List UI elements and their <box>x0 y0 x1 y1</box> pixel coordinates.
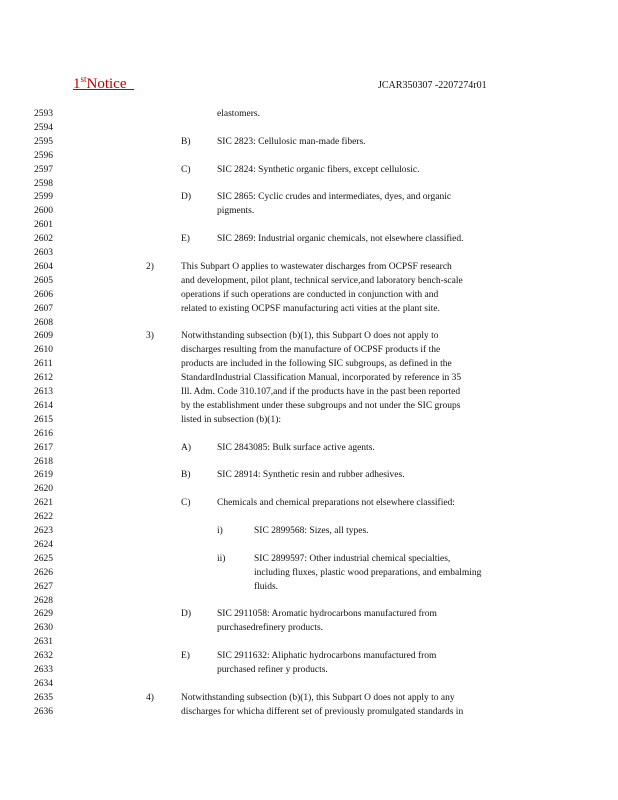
line-number: 2615 <box>34 414 53 425</box>
text-line: discharges for whicha different set of previously promulgated standards in <box>181 706 464 717</box>
list-label: 4) <box>146 692 154 703</box>
list-label: B) <box>181 136 191 147</box>
text-line: discharges resulting from the manufacture of OCPSF products if the <box>181 345 441 356</box>
line-number: 2629 <box>34 609 53 620</box>
text-line: SIC 28914: Synthetic resin and rubber adhesives. <box>217 470 405 481</box>
line-number: 2633 <box>34 665 53 675</box>
text-line: SIC 2865: Cyclic crudes and intermediates, dyes, and organic <box>217 192 452 203</box>
line-number: 2621 <box>34 498 53 509</box>
line-number: 2611 <box>34 359 53 370</box>
notice-word: Notice <box>86 76 127 92</box>
line-number: 2612 <box>34 373 53 384</box>
list-label: D) <box>181 609 192 620</box>
text-line: SIC 2899597: Other industrial chemical specialties, <box>254 553 451 564</box>
line-number: 2634 <box>34 678 53 689</box>
list-label: E) <box>181 651 190 662</box>
line-number: 2620 <box>34 484 53 495</box>
notice-heading <box>73 74 134 93</box>
text-line: listed in subsection (b)(1): <box>181 414 281 425</box>
text-line: Notwithstanding subsection (b)(1), this Subpart O does not apply to <box>181 331 439 342</box>
line-number: 2625 <box>34 553 53 564</box>
line-number: 2631 <box>34 637 53 648</box>
line-number: 2626 <box>34 567 53 578</box>
line-number: 2600 <box>34 206 53 217</box>
line-number: 2604 <box>34 261 53 272</box>
text-line: purchasedrefinery products. <box>217 623 324 634</box>
line-number: 2628 <box>34 595 53 606</box>
line-number: 2617 <box>34 442 53 453</box>
list-label: C) <box>181 498 191 509</box>
text-line: purchased refiner y products. <box>217 665 328 675</box>
text-line: SIC 2824: Synthetic organic fibers, except cellulosic. <box>217 164 420 175</box>
line-number: 2593 <box>34 109 53 119</box>
list-label: C) <box>181 164 191 175</box>
line-number: 2635 <box>34 692 53 703</box>
line-number: 2596 <box>34 150 53 161</box>
line-number: 2619 <box>34 470 53 481</box>
list-label: B) <box>181 470 191 481</box>
line-number: 2599 <box>34 192 53 203</box>
text-line: SIC 2911058: Aromatic hydrocarbons manufactured from <box>217 609 437 620</box>
line-number: 2613 <box>34 387 53 397</box>
text-line: SIC 2869: Industrial organic chemicals, not elsewhere classified. <box>217 234 464 245</box>
text-line: Notwithstanding subsection (b)(1), this Subpart O does not apply to any <box>181 692 455 703</box>
text-line: StandardIndustrial Classification Manual, incorporated by reference in 35 <box>181 373 462 384</box>
line-number: 2610 <box>34 345 53 356</box>
notice-ordinal: st <box>80 74 87 84</box>
line-number: 2632 <box>34 651 53 662</box>
list-label: A) <box>181 442 192 453</box>
list-label: D) <box>181 192 192 203</box>
line-number: 2609 <box>34 331 53 342</box>
list-label: 3) <box>146 331 154 342</box>
line-number: 2598 <box>34 178 53 189</box>
notice-number: 1 <box>73 76 81 92</box>
text-line: and development, pilot plant, technical service,and laboratory bench-scale <box>181 275 463 286</box>
line-number: 2630 <box>34 623 53 634</box>
document-id: JCAR350307 -2207274r01 <box>378 80 487 91</box>
line-number: 2597 <box>34 164 53 175</box>
text-line: including fluxes, plastic wood preparations, and embalming <box>254 567 482 578</box>
line-number: 2627 <box>34 581 53 592</box>
list-label: ii) <box>217 553 226 564</box>
line-number: 2623 <box>34 526 53 536</box>
text-line: operations if such operations are conducted in conjunction with and <box>181 289 439 300</box>
list-label: i) <box>217 526 223 536</box>
text-line: Ill. Adm. Code 310.107,and if the products have in the past been reported <box>181 387 461 397</box>
line-number: 2601 <box>34 220 53 231</box>
line-number: 2636 <box>34 706 53 717</box>
text-line: Chemicals and chemical preparations not elsewhere classified: <box>217 498 455 509</box>
text-line: This Subpart O applies to wastewater discharges from OCPSF research <box>181 261 452 272</box>
text-line: pigments. <box>217 206 255 217</box>
text-line: SIC 2911632: Aliphatic hydrocarbons manufactured from <box>217 651 437 662</box>
text-line: related to existing OCPSF manufacturing acti vities at the plant site. <box>181 303 440 314</box>
line-number: 2605 <box>34 275 53 286</box>
line-number: 2618 <box>34 456 53 467</box>
line-number: 2602 <box>34 234 53 245</box>
line-number: 2614 <box>34 400 53 411</box>
line-number: 2624 <box>34 539 53 550</box>
line-number: 2622 <box>34 512 53 523</box>
list-label: 2) <box>146 261 154 272</box>
line-number: 2616 <box>34 428 53 439</box>
text-line: SIC 2843085: Bulk surface active agents. <box>217 442 375 453</box>
line-number: 2603 <box>34 248 53 258</box>
text-line: elastomers. <box>217 109 261 119</box>
line-number: 2606 <box>34 289 53 300</box>
text-line: SIC 2899568: Sizes, all types. <box>254 526 369 536</box>
text-line: SIC 2823: Cellulosic man-made fibers. <box>217 136 366 147</box>
text-line: by the establishment under these subgroups and not under the SIC groups <box>181 400 461 411</box>
text-line: products are included in the following SIC subgroups, as defined in the <box>181 359 452 370</box>
line-number: 2607 <box>34 303 53 314</box>
text-line: fluids. <box>254 581 279 592</box>
list-label: E) <box>181 234 190 245</box>
line-number: 2594 <box>34 122 53 133</box>
line-number: 2595 <box>34 136 53 147</box>
line-number: 2608 <box>34 317 53 328</box>
